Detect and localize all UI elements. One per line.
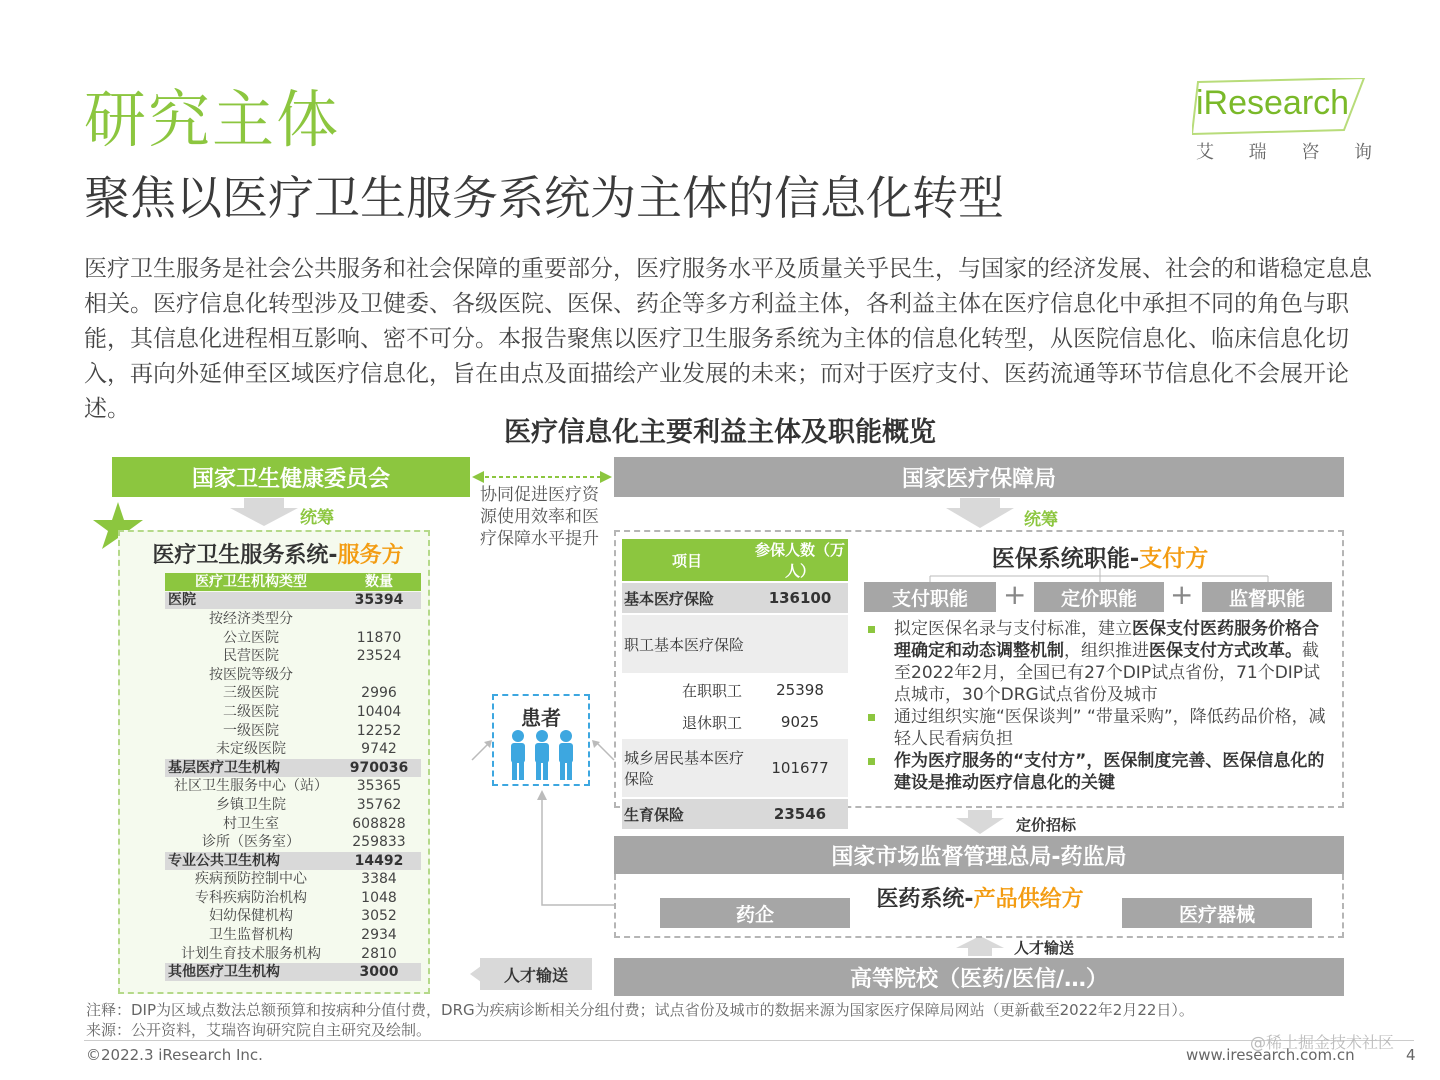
table-row <box>165 685 421 703</box>
table-row <box>622 583 848 613</box>
logo-char: 瑞 <box>1248 142 1267 163</box>
table-header: 参保人数（万人） <box>752 539 848 581</box>
institution-type-cell: 其他医疗卫生机构 <box>165 963 337 981</box>
institution-count-cell: 1048 <box>361 889 397 906</box>
institution-count-cell: 3052 <box>361 908 397 925</box>
institution-type-cell: 专业公共卫生机构 <box>165 852 337 870</box>
bullet-text: 通过组织实施“医保谈判” “带量采购”，降低药品价格，减轻人民看病负担 <box>894 707 1326 749</box>
bullet-item <box>866 750 1326 794</box>
table-row <box>165 889 421 907</box>
table-header: 项目 <box>622 539 752 581</box>
service-system-title <box>118 538 438 569</box>
table-row <box>622 799 848 829</box>
bullet-text: 医保支付方式改革。 <box>1149 641 1302 661</box>
page-number: 4 <box>1406 1046 1416 1064</box>
table-header-row <box>622 539 848 581</box>
insurance-item-cell: 在职职工 <box>681 681 742 700</box>
table-row <box>165 908 421 926</box>
institution-count-cell: 9742 <box>361 741 397 758</box>
pricing-function-box: 定价职能 <box>1034 582 1164 612</box>
institution-count-cell: 608828 <box>352 815 406 832</box>
table-row <box>165 852 421 870</box>
institution-count-cell: 23524 <box>356 648 402 665</box>
footer-divider <box>84 1040 1414 1041</box>
institution-count-cell: 970036 <box>337 759 421 777</box>
insurance-table <box>622 537 848 831</box>
footnote <box>86 1000 1386 1040</box>
table-header-row <box>165 573 421 591</box>
pharma-system-title <box>800 882 1160 913</box>
bullet-item <box>866 706 1326 750</box>
patient-box <box>492 694 590 786</box>
insurance-function-prefix: 医保系统职能- <box>991 546 1140 572</box>
coordinate-label-right: 统筹 <box>1024 510 1058 530</box>
bullet-text: 拟定医保名录与支付标准，建立 <box>894 619 1132 639</box>
institution-type-cell: 民营医院 <box>223 648 279 665</box>
institution-type-cell: 社区卫生服务中心（站） <box>174 778 328 795</box>
people-icon <box>506 728 578 782</box>
insured-count-cell <box>752 615 848 673</box>
table-row <box>165 722 421 740</box>
logo-text: iResearch <box>1196 84 1350 122</box>
institution-type-cell: 专科疾病防治机构 <box>195 889 307 906</box>
insurance-item-cell: 退休职工 <box>681 713 742 732</box>
table-row <box>622 739 848 797</box>
university-bar: 高等院校（医药/医信/…） <box>614 958 1344 996</box>
table-row <box>165 963 421 981</box>
copyright: ©2022.3 iResearch Inc. <box>86 1046 263 1064</box>
institution-count-cell: 35394 <box>337 592 421 610</box>
source-text: 来源：公开资料，艾瑞咨询研究院自主研究及绘制。 <box>86 1021 432 1039</box>
table-row <box>622 707 848 737</box>
coordinate-label-left: 统筹 <box>300 508 334 528</box>
institution-count-cell <box>337 610 421 628</box>
institution-type-cell: 诊所（医务室） <box>202 834 300 851</box>
bullet-text: 作为医疗服务的“支付方”，医保制度完善、医保信息化的建设是推动医疗信息化的关键 <box>894 751 1325 793</box>
insurance-item-cell: 职工基本医疗保险 <box>622 615 752 673</box>
page-subtitle: 聚焦以医疗卫生服务系统为主体的信息化转型 <box>84 171 1004 225</box>
institution-count-cell: 2810 <box>361 945 397 962</box>
pharma-system-role: 产品供给方 <box>973 887 1084 912</box>
insurance-item-cell: 基本医疗保险 <box>622 583 752 613</box>
logo-char: 咨 <box>1301 142 1320 163</box>
institution-type-cell: 按经济类型分 <box>209 610 293 627</box>
institution-count-cell: 3384 <box>361 871 397 888</box>
bullet-text: 截至2022年2月，全国已有27个DIP试点省份，71个DIP试点城市，30个DRG试点省份及城市 <box>894 641 1321 705</box>
institution-type-cell: 按医院等级分 <box>209 666 293 683</box>
pharma-system-prefix: 医药系统- <box>876 887 974 912</box>
institution-count-cell: 259833 <box>352 834 406 851</box>
institution-count-cell: 35365 <box>356 778 402 795</box>
bullet-text: ，组织推进 <box>1064 641 1149 661</box>
table-row <box>165 871 421 889</box>
institution-type-cell: 基层医疗卫生机构 <box>165 759 337 777</box>
page-title: 研究主体 <box>84 83 341 156</box>
institution-count-cell: 14492 <box>337 852 421 870</box>
insured-count-cell: 23546 <box>752 799 848 829</box>
institution-count-cell: 2996 <box>361 685 397 702</box>
institution-type-cell: 医院 <box>165 592 337 610</box>
table-row <box>165 778 421 796</box>
plus-icon: + <box>1003 578 1027 611</box>
logo-char: 询 <box>1353 142 1372 163</box>
institution-count-cell: 11870 <box>356 629 402 646</box>
insurance-bullets <box>866 618 1326 794</box>
payment-function-box: 支付职能 <box>864 582 996 612</box>
institution-type-cell: 卫生监督机构 <box>209 927 293 944</box>
pharma-enterprise-box: 药企 <box>660 898 850 928</box>
institution-type-cell: 未定级医院 <box>216 741 286 758</box>
talent-transfer-right: 人才输送 <box>1014 939 1075 957</box>
table-row <box>165 945 421 963</box>
plus-icon: + <box>1170 578 1194 611</box>
institution-type-cell: 计划生育技术服务机构 <box>181 945 321 962</box>
institution-count-cell: 3000 <box>337 963 421 981</box>
insurance-item-cell: 生育保险 <box>622 799 752 829</box>
insurance-item-cell: 城乡居民基本医疗保险 <box>622 739 752 797</box>
table-row <box>622 615 848 673</box>
table-header: 医疗卫生机构类型 <box>165 573 337 591</box>
institution-table <box>165 572 421 982</box>
supervision-function-box: 监督职能 <box>1202 582 1332 612</box>
institution-type-cell: 乡镇卫生院 <box>216 796 286 813</box>
table-row <box>165 666 421 684</box>
insurance-function-title <box>870 540 1330 573</box>
table-row <box>165 759 421 777</box>
samr-bar: 国家市场监督管理总局-药监局 <box>614 836 1344 874</box>
institution-type-cell: 一级医院 <box>223 722 279 739</box>
insurance-function-role: 支付方 <box>1139 546 1209 572</box>
table-row <box>165 926 421 944</box>
medical-device-box: 医疗器械 <box>1122 898 1312 928</box>
table-row <box>165 833 421 851</box>
nhc-bar: 国家卫生健康委员会 <box>112 457 470 497</box>
table-header: 数量 <box>337 573 421 591</box>
institution-count-cell: 35762 <box>356 796 402 813</box>
table-row <box>165 629 421 647</box>
institution-type-cell: 公立医院 <box>223 629 279 646</box>
note-text: 注释：DIP为区域点数法总额预算和按病种分值付费，DRG为疾病诊断相关分组付费；试点省份及城市的数据来源为国家医疗保障局网站（更新截至2022年2月22日）。 <box>86 1001 1194 1019</box>
pricing-tender-label: 定价招标 <box>1016 816 1077 834</box>
insured-count-cell: 25398 <box>776 681 824 699</box>
table-row <box>165 796 421 814</box>
talent-transfer-left: 人才输送 <box>480 958 592 990</box>
table-row <box>165 610 421 628</box>
insured-count-cell: 9025 <box>780 713 820 731</box>
table-row <box>165 703 421 721</box>
patient-label: 患者 <box>521 706 561 730</box>
table-row <box>165 815 421 833</box>
diagram-title: 医疗信息化主要利益主体及职能概览 <box>504 417 936 448</box>
table-row <box>165 740 421 758</box>
insured-count-cell: 101677 <box>752 739 848 797</box>
institution-type-cell: 妇幼保健机构 <box>209 908 293 925</box>
website-link[interactable]: www.iresearch.com.cn <box>1186 1046 1355 1064</box>
institution-count-cell: 10404 <box>356 703 402 720</box>
bullet-text: 医保支付医药服务价格合理确定和动态调整机制 <box>894 619 1319 661</box>
logo-char: 艾 <box>1196 142 1214 163</box>
service-system-role: 服务方 <box>337 543 404 568</box>
institution-type-cell: 二级医院 <box>223 703 279 720</box>
institution-type-cell: 疾病预防控制中心 <box>195 871 307 888</box>
table-row <box>622 675 848 705</box>
institution-type-cell: 村卫生室 <box>223 815 279 832</box>
table-row <box>165 592 421 610</box>
watermark: @稀土掘金技术社区 <box>1250 1033 1395 1052</box>
table-row <box>165 647 421 665</box>
bullet-item <box>866 618 1326 706</box>
institution-count-cell: 2934 <box>361 927 397 944</box>
service-system-prefix: 医疗卫生服务系统- <box>152 543 338 568</box>
intro-paragraph: 医疗卫生服务是社会公共服务和社会保障的重要部分，医疗服务水平及质量关乎民生，与国家的经济发展、社会的和谐稳定息息相关。医疗信息化转型涉及卫健委、各级医院、医保、药企等多方利益主体，各利益主体在医疗信息化中承担不同的角色与职能，其信息化进程相互影响、密不可分。本报告聚焦以医疗卫生服务系统为主体的信息化转型，从医院信息化、临床信息化切入，再向外延伸至区域医疗信息化，旨在由点及面描绘产业发展的未来；而对于医疗支付、医药流通等环节信息化不会展开论述。 <box>84 256 1372 422</box>
institution-count-cell <box>337 666 421 684</box>
nhsa-bar: 国家医疗保障局 <box>614 457 1344 497</box>
institution-type-cell: 三级医院 <box>223 685 279 702</box>
cooperation-text: 协同促进医疗资源使用效率和医疗保障水平提升 <box>480 485 599 549</box>
insured-count-cell: 136100 <box>752 583 848 613</box>
institution-count-cell: 12252 <box>356 722 402 739</box>
